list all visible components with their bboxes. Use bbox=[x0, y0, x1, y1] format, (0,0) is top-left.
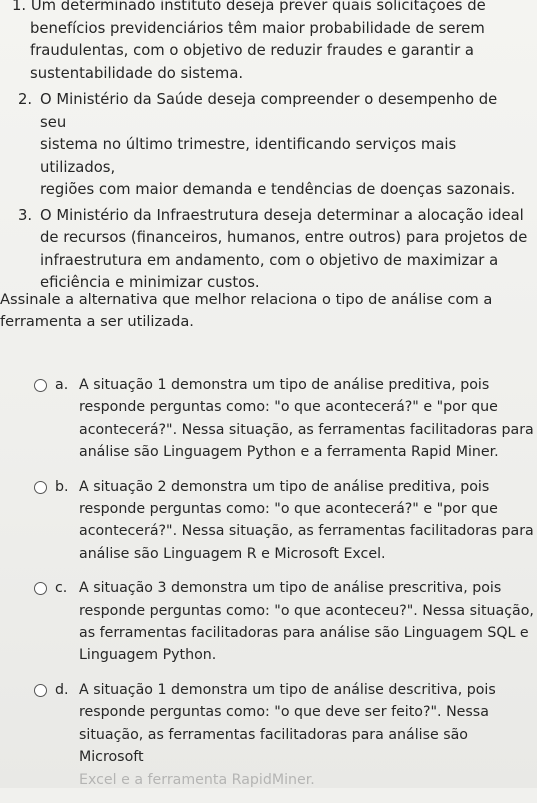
option-a-letter: a. bbox=[55, 377, 69, 393]
situation-1-line-2: benefícios previdenciários têm maior probabilidade de serem bbox=[30, 19, 485, 37]
option-d[interactable] bbox=[0, 679, 537, 791]
situation-1 bbox=[12, 0, 528, 85]
option-a[interactable] bbox=[0, 374, 537, 464]
situation-3-line-2: de recursos (financeiros, humanos, entre outros) para projetos de bbox=[40, 229, 528, 246]
situation-2-line-2: sistema no último trimestre, identificando serviços mais utilizados, bbox=[40, 136, 457, 176]
situation-2-line-1: O Ministério da Saúde deseja compreender o desempenho de seu bbox=[40, 91, 498, 131]
option-d-line-4: Excel e a ferramenta RapidMiner. bbox=[79, 771, 315, 788]
option-c[interactable] bbox=[0, 577, 537, 667]
situation-3-number: 3. bbox=[18, 206, 33, 224]
option-c-letter: c. bbox=[55, 580, 68, 597]
option-c-line-1: A situação 3 demonstra um tipo de análise prescritiva, pois bbox=[79, 580, 502, 597]
situation-3-line-1: O Ministério da Infraestrutura deseja determinar a alocação ideal bbox=[40, 206, 524, 224]
situation-2 bbox=[12, 89, 528, 202]
option-a-line-3: acontecerá?". Nessa situação, as ferramentas facilitadoras para bbox=[79, 421, 534, 438]
option-b-line-2: responde perguntas como: "o que acontecerá?" e "por que bbox=[79, 501, 498, 518]
option-a-line-1: A situação 1 demonstra um tipo de análise preditiva, pois bbox=[79, 377, 490, 393]
prompt-line-2: ferramenta a ser utilizada. bbox=[0, 313, 194, 330]
prompt-line-1: Assinale a alternativa que melhor relaciona o tipo de análise com a bbox=[0, 291, 493, 308]
option-a-line-4: análise são Linguagem Python e a ferramenta Rapid Miner. bbox=[79, 444, 499, 461]
situation-1-line-1: 1. Um determinado instituto deseja prever quais solicitações de bbox=[12, 0, 486, 14]
option-c-line-4: Linguagem Python. bbox=[79, 647, 217, 664]
situation-1-line-3: fraudulentas, com o objetivo de reduzir fraudes e garantir a bbox=[30, 42, 474, 59]
situation-3-line-3: infraestrutura em andamento, com o objetivo de maximizar a bbox=[40, 251, 499, 269]
option-c-line-3: as ferramentas facilitadoras para análise são Linguagem SQL e bbox=[79, 625, 529, 642]
option-d-line-2: responde perguntas como: "o que deve ser feito?". Nessa bbox=[79, 704, 489, 721]
option-b-letter: b. bbox=[55, 478, 69, 495]
situation-1-line-4: sustentabilidade do sistema. bbox=[30, 64, 244, 82]
situation-3 bbox=[12, 205, 528, 295]
option-b-line-3: acontecerá?". Nessa situação, as ferramentas facilitadoras para bbox=[79, 523, 534, 540]
situation-2-line-3: regiões com maior demanda e tendências de doenças sazonais. bbox=[40, 181, 516, 198]
option-a-radio[interactable] bbox=[34, 379, 47, 392]
option-d-radio[interactable] bbox=[34, 684, 47, 697]
situation-2-number: 2. bbox=[18, 91, 33, 108]
option-a-line-2: responde perguntas como: "o que acontecerá?" e "por que bbox=[79, 399, 498, 416]
option-b-line-4: análise são Linguagem R e Microsoft Excel. bbox=[79, 545, 386, 562]
option-b-radio[interactable] bbox=[34, 481, 47, 494]
situations-list bbox=[12, 0, 528, 295]
answer-options bbox=[0, 374, 537, 803]
option-b-line-1: A situação 2 demonstra um tipo de análise preditiva, pois bbox=[79, 478, 490, 495]
option-b[interactable] bbox=[0, 476, 537, 566]
option-c-line-2: responde perguntas como: "o que aconteceu?". Nessa situação, bbox=[79, 602, 534, 619]
situation-3-line-4: eficiência e minimizar custos. bbox=[40, 274, 260, 291]
question-prompt bbox=[0, 289, 530, 333]
option-d-line-3: situação, as ferramentas facilitadoras para análise são Microsoft bbox=[79, 726, 468, 766]
option-d-letter: d. bbox=[55, 681, 69, 698]
option-d-line-1: A situação 1 demonstra um tipo de análise descritiva, pois bbox=[79, 681, 496, 698]
